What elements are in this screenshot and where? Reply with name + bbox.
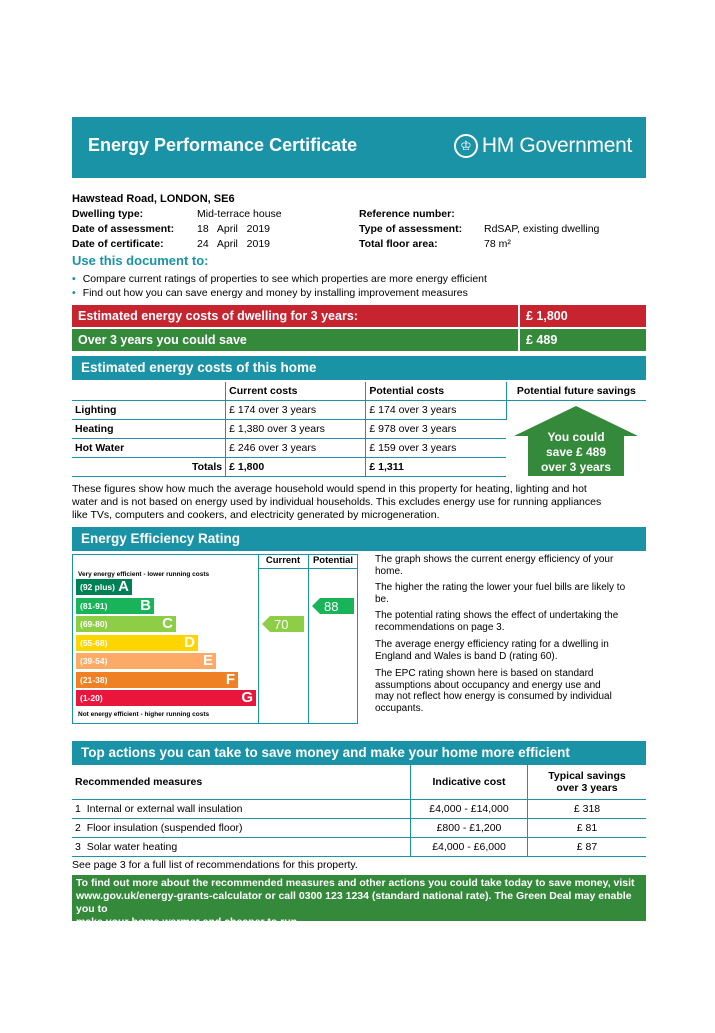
cost-row-potential: £ 159 over 3 years: [366, 439, 506, 458]
band-letter: B: [140, 596, 151, 614]
band-letter: F: [225, 670, 235, 688]
efficiency-note-line: be.: [375, 593, 389, 605]
current-rating-arrow: [262, 616, 304, 632]
efficiency-note-line: assumptions about occupancy and energy use and: [375, 679, 601, 691]
efficiency-note-line: The graph shows the current energy efficiency of your: [375, 554, 614, 565]
measure-name: Floor insulation (suspended floor): [86, 821, 243, 834]
use-item: [72, 273, 487, 285]
rating-band-d: [76, 635, 198, 651]
certificate-date-label: Date of certificate:: [72, 238, 164, 250]
assessment-year: 2019: [246, 223, 271, 235]
inefficient-note: Not energy efficient - higher running costs: [78, 711, 210, 718]
see-page-note: See page 3 for a full list of recommendations for this property.: [72, 859, 358, 871]
efficiency-note-line: The EPC rating shown here is based on standard: [375, 668, 594, 679]
band-letter: E: [202, 652, 213, 669]
band-letter: C: [162, 615, 173, 632]
measure-saving: £ 87: [528, 837, 647, 856]
measure-saving: £ 81: [528, 818, 647, 837]
costs-note-line: like TVs, computers and cookers, and electricity generated by microgeneration.: [72, 509, 440, 521]
measure-number: 1: [75, 802, 81, 815]
rating-band-a: [76, 579, 132, 595]
use-item: [72, 287, 468, 299]
estimated-cost-bar: [72, 305, 646, 327]
band-range: (1-20): [80, 693, 103, 703]
efficiency-note-line: recommendations on page 3.: [375, 621, 505, 633]
savings-line: You could: [547, 430, 605, 444]
band-range: (81-91): [80, 600, 108, 611]
band-letter: A: [118, 578, 129, 595]
use-item-text: Find out how you can save energy and money by installing improvement measures: [82, 287, 468, 299]
measure-number: 2: [75, 821, 81, 834]
royal-crest-icon: ♔: [454, 134, 478, 158]
band-range: (55-68): [80, 637, 108, 648]
rating-band-c: [76, 616, 176, 632]
costs-header-current: Current costs: [226, 382, 366, 401]
cost-row-name: Lighting: [72, 401, 226, 420]
potential-rating-value: 88: [324, 598, 339, 614]
band-letter: D: [184, 633, 195, 651]
efficiency-section-title: Energy Efficiency Rating: [81, 531, 241, 546]
cost-row-current: £ 246 over 3 years: [226, 439, 366, 458]
measure-saving: £ 318: [528, 799, 647, 818]
dwelling-type-label: Dwelling type:: [72, 208, 144, 220]
actions-section-header: [72, 741, 646, 765]
efficiency-note: [375, 554, 647, 577]
government-name: HM Government: [481, 134, 632, 157]
chart-divider: [258, 568, 358, 569]
table-row: [72, 818, 646, 837]
chart-divider: [258, 554, 259, 724]
cost-row-potential: £ 978 over 3 years: [366, 420, 506, 439]
hm-government-logo: [454, 134, 632, 158]
bullet-icon: •: [72, 287, 76, 299]
savings-line: save £ 489: [545, 445, 607, 459]
efficiency-note: [375, 639, 647, 662]
cost-row-potential: £ 174 over 3 years: [366, 401, 506, 420]
footer-info-box: [72, 875, 646, 928]
chart-divider: [308, 554, 309, 724]
assessment-type-label: Type of assessment:: [359, 223, 463, 235]
cost-row-name: Hot Water: [72, 439, 226, 458]
totals-potential: £ 1,311: [366, 458, 506, 477]
actions-header-measures: Recommended measures: [72, 765, 411, 799]
band-range: (92 plus): [80, 582, 115, 592]
efficiency-note-line: The potential rating shows the effect of undertaking the: [375, 610, 619, 621]
estimated-cost-label: Estimated energy costs of dwelling for 3 years:: [78, 309, 358, 323]
footer-line: make your home warmer and cheaper to run.: [76, 916, 301, 928]
certificate-month: April: [216, 238, 238, 250]
current-rating-value: 70: [274, 617, 289, 632]
reference-label: Reference number:: [359, 208, 455, 220]
assessment-month: April: [216, 223, 238, 235]
measure-cost: £4,000 - £6,000: [411, 837, 528, 856]
estimated-cost-value: £ 1,800: [518, 305, 568, 327]
costs-note: [72, 483, 601, 522]
band-letter: G: [241, 689, 253, 706]
certificate-year: 2019: [246, 238, 271, 250]
certificate-header: [72, 117, 646, 178]
rating-band-f: [76, 672, 238, 688]
floor-area-label: Total floor area:: [359, 238, 438, 250]
bullet-icon: •: [72, 273, 76, 285]
property-address: Hawstead Road, LONDON, SE6: [72, 193, 235, 205]
measure-cell: [72, 818, 411, 837]
measure-number: 3: [75, 840, 81, 853]
measure-cell: [72, 799, 411, 818]
actions-section-title: Top actions you can take to save money and make your home more efficient: [81, 745, 570, 760]
floor-area-value: 78 m²: [484, 238, 511, 250]
actions-header-savings: [528, 765, 647, 799]
measure-name: Solar water heating: [86, 840, 178, 853]
savings-header-line: Typical savings: [548, 769, 626, 782]
savings-bar: [72, 329, 646, 351]
cost-row-name: Heating: [72, 420, 226, 439]
current-column-header: Current: [265, 555, 301, 566]
costs-section-header: [72, 356, 646, 380]
costs-note-line: water and is not based on energy used by individual households. This excludes energy use for running appliances: [72, 496, 602, 508]
assessment-date-value: [197, 223, 270, 235]
efficiency-note-line: The higher the rating the lower your fuel bills are likely to: [375, 582, 626, 593]
costs-note-line: These figures show how much the average household would spend in this property for heating, lighting and hot: [72, 483, 587, 495]
efficiency-note-line: The average energy efficiency rating for a dwelling in: [375, 639, 609, 650]
table-row: [72, 799, 646, 818]
measure-name: Internal or external wall insulation: [86, 802, 243, 815]
efficiency-note-line: England and Wales is band D (rating 60).: [375, 650, 558, 662]
assessment-type-value: RdSAP, existing dwelling: [484, 223, 600, 235]
rating-band-e: [76, 653, 216, 669]
rating-band-g: [76, 690, 256, 706]
efficiency-chart: [72, 554, 358, 724]
assessment-date-label: Date of assessment:: [72, 223, 175, 235]
band-range: (39-54): [80, 656, 108, 666]
efficiency-note-line: may not reflect how energy is consumed by individual: [375, 691, 612, 702]
actions-table: [72, 765, 646, 857]
savings-header-line: over 3 years: [556, 781, 618, 794]
costs-header-blank: [72, 382, 226, 401]
dwelling-type-value: Mid-terrace house: [197, 208, 282, 220]
footer-line: To find out more about the recommended measures and other actions you could take today to save money, visit: [76, 877, 635, 889]
certificate-day: 24: [197, 238, 209, 250]
costs-header-savings: Potential future savings: [506, 382, 646, 401]
use-item-text: Compare current ratings of properties to see which properties are more energy efficient: [82, 273, 487, 285]
savings-label: Over 3 years you could save: [78, 333, 247, 347]
potential-column-header: Potential: [312, 555, 354, 566]
savings-line: over 3 years: [540, 460, 612, 474]
cost-row-current: £ 174 over 3 years: [226, 401, 366, 420]
efficient-note: Very energy efficient - lower running costs: [78, 571, 210, 578]
savings-value: £ 489: [518, 329, 557, 351]
footer-line: www.gov.uk/energy-grants-calculator or call 0300 123 1234 (standard national rate). The Green Deal may enable you to: [76, 890, 632, 915]
potential-rating-arrow: [312, 598, 354, 614]
actions-header-cost: Indicative cost: [411, 765, 528, 799]
totals-label: Totals: [72, 458, 226, 477]
savings-arrow: [514, 406, 638, 476]
property-details: [72, 208, 646, 252]
efficiency-note: [375, 582, 647, 605]
measure-cost: £800 - £1,200: [411, 818, 528, 837]
band-range: (69-80): [80, 619, 108, 629]
efficiency-note: [375, 610, 647, 633]
efficiency-note-line: home.: [375, 565, 403, 577]
measure-cost: £4,000 - £14,000: [411, 799, 528, 818]
efficiency-note-line: occupants.: [375, 702, 424, 714]
cost-row-current: £ 1,380 over 3 years: [226, 420, 366, 439]
assessment-day: 18: [197, 223, 209, 235]
rating-band-b: [76, 598, 154, 614]
efficiency-section-header: [72, 527, 646, 551]
costs-header-potential: Potential costs: [366, 382, 506, 401]
certificate-date-value: [197, 238, 270, 250]
certificate-title: Energy Performance Certificate: [88, 135, 358, 155]
use-document-heading: Use this document to:: [72, 253, 209, 268]
costs-section-title: Estimated energy costs of this home: [81, 360, 317, 375]
efficiency-note: [375, 668, 647, 714]
table-row: [72, 837, 646, 856]
measure-cell: [72, 837, 411, 856]
totals-current: £ 1,800: [226, 458, 366, 477]
certificate-page: [72, 117, 646, 928]
band-range: (21-38): [80, 674, 108, 685]
